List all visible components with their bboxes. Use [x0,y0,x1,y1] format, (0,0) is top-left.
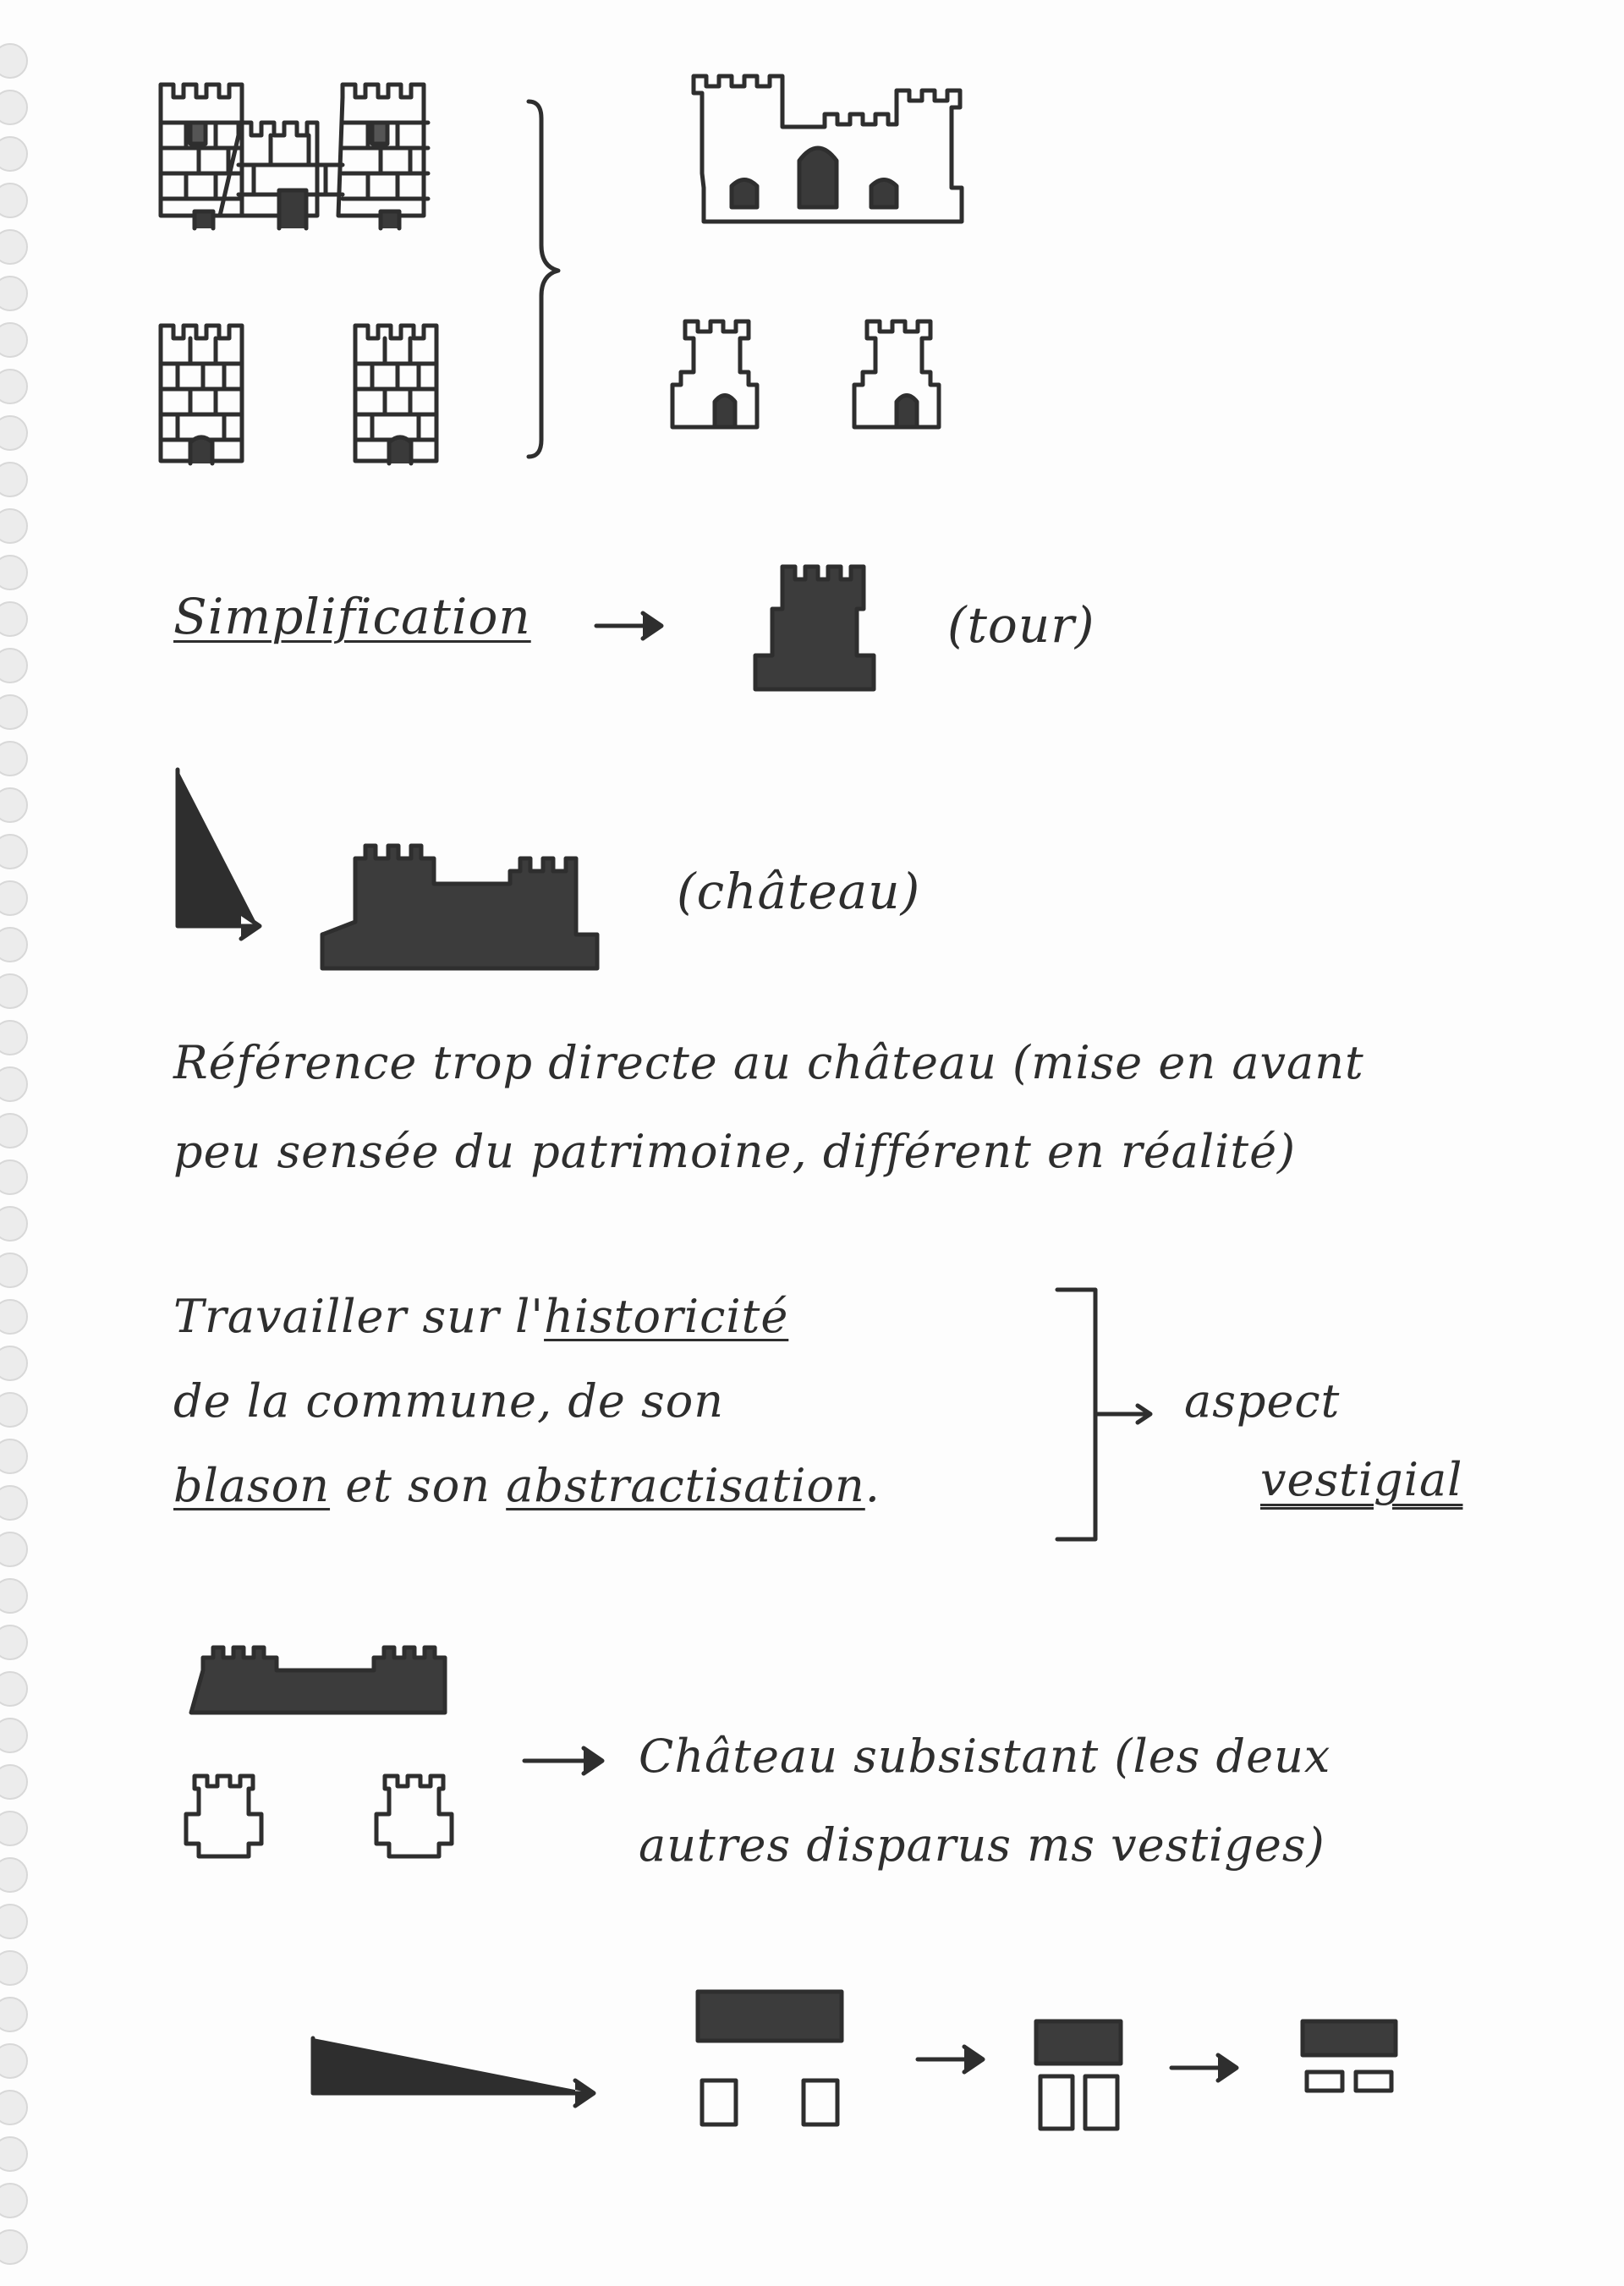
binding-hole [0,835,27,869]
binding-hole [0,695,27,729]
arrow-to-subsistant [524,1748,602,1773]
arrow-stage-2 [918,2047,983,2072]
subsistant-line-2: autres disparus ms vestiges) [639,1818,1325,1872]
binding-hole [0,1765,27,1799]
binding-hole [0,928,27,962]
binding-hole [0,881,27,915]
binding-hole [0,1346,27,1380]
lower-solid-chateau-icon [191,1647,445,1713]
detailed-castle-icon [161,85,428,228]
curly-brace [529,101,558,457]
travailler-line [173,1290,788,1343]
chateau-label: (château) [677,863,921,920]
binding-hole [0,463,27,496]
blocks-stage-2-icon [1036,2021,1121,2129]
binding-hole [0,742,27,776]
outline-castle-icon [694,76,962,222]
historicite-word: historicité [544,1290,789,1343]
blocks-stage-3-icon [1303,2021,1396,2091]
binding-hole [0,230,27,264]
binding-hole [0,277,27,310]
binding-hole [0,1207,27,1241]
vestigial-label: vestigial [1260,1453,1463,1506]
binding-hole [0,1114,27,1148]
binding-hole [0,2044,27,2078]
spiral-binding-holes [0,44,27,2264]
binding-hole [0,1067,27,1101]
aspect-label: aspect [1184,1374,1341,1428]
reference-line-1: Référence trop directe au château (mise en avant [173,1036,1364,1089]
binding-hole [0,2137,27,2171]
binding-hole [0,1300,27,1334]
binding-hole [0,1858,27,1892]
period-text: . [864,1459,881,1512]
detailed-tower-left-icon [161,326,242,463]
binding-hole [0,974,27,1008]
reference-line-2: peu sensée du patrimoine, différent en réalité) [173,1125,1297,1178]
solid-tower-icon [755,567,874,689]
commune-line: de la commune, de son [173,1374,725,1428]
arrow-to-chateau [178,770,260,939]
solid-chateau-icon [322,846,597,968]
abstractisation-word: abstractisation [506,1459,865,1512]
binding-hole [0,370,27,403]
binding-hole [0,44,27,78]
binding-hole [0,1905,27,1938]
outline-tower-left-icon [672,321,757,427]
binding-hole [0,137,27,171]
arrow-to-tower [596,613,661,639]
binding-hole [0,2230,27,2264]
binding-hole [0,1160,27,1194]
binding-hole [0,1532,27,1566]
binding-hole [0,1812,27,1845]
binding-hole [0,323,27,357]
binding-hole [0,184,27,217]
binding-hole [0,2091,27,2124]
lower-outline-tower-right-icon [376,1776,452,1856]
square-bracket [1057,1290,1150,1539]
arrow-to-blocks [313,2038,594,2106]
binding-hole [0,788,27,822]
binding-hole [0,1672,27,1706]
binding-hole [0,1719,27,1752]
tour-label: (tour) [947,596,1095,654]
binding-hole [0,416,27,450]
binding-hole [0,1393,27,1427]
lower-outline-tower-left-icon [186,1776,261,1856]
binding-hole [0,509,27,543]
arrow-stage-3 [1171,2055,1237,2080]
travailler-prefix: Travailler sur l' [173,1290,545,1343]
binding-hole [0,1439,27,1473]
binding-hole [0,1625,27,1659]
binding-hole [0,1253,27,1287]
binding-hole [0,2184,27,2217]
binding-hole [0,649,27,683]
binding-hole [0,1951,27,1985]
blason-line [173,1459,881,1512]
binding-hole [0,1486,27,1520]
detailed-tower-right-icon [355,326,436,463]
binding-hole [0,1021,27,1055]
binding-hole [0,90,27,124]
binding-hole [0,556,27,589]
blocks-stage-1-icon [698,1992,842,2124]
outline-tower-right-icon [854,321,939,427]
et-son-text: et son [330,1459,507,1512]
binding-hole [0,602,27,636]
binding-hole [0,1998,27,2031]
binding-hole [0,1579,27,1613]
simplification-label: Simplification [173,588,531,645]
blason-word: blason [173,1459,331,1512]
subsistant-line-1: Château subsistant (les deux [639,1730,1331,1783]
